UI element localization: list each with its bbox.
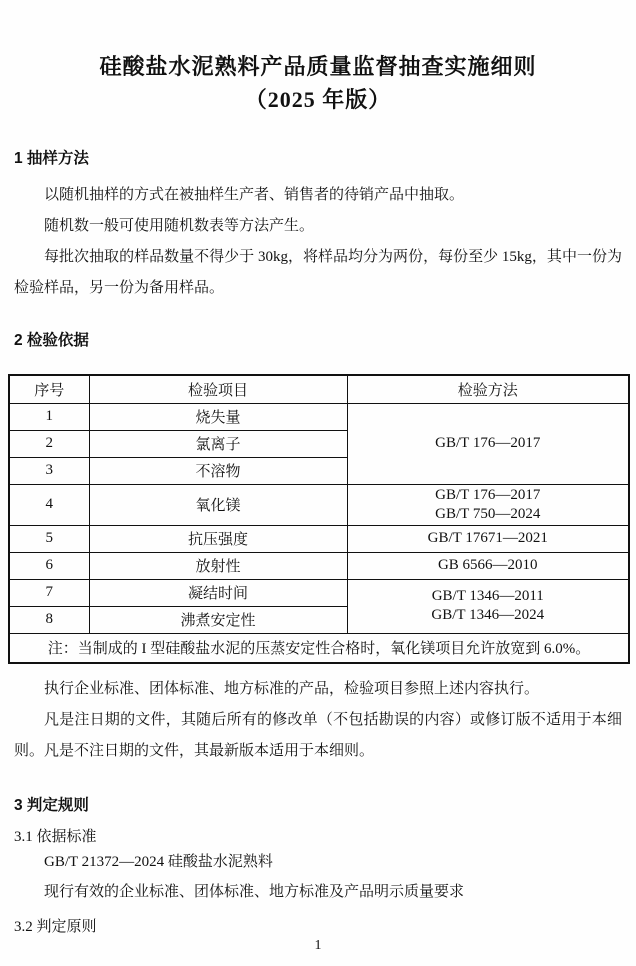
standard-reference-line: GB/T 21372—2024 硅酸盐水泥熟料 [44, 854, 273, 870]
document-title [0, 0, 636, 116]
cell-method-rows-1-3: GB/T 176—2017 [347, 403, 629, 484]
table-row [9, 552, 629, 579]
cell-item: 烧失量 [89, 403, 347, 430]
table-row [9, 403, 629, 430]
subsection-heading-basis-standard: 3.1 依据标准 [14, 829, 97, 845]
document-title-line2: （2025 年版） [244, 87, 392, 112]
cell-no: 3 [9, 457, 89, 484]
table-header-row [9, 375, 629, 403]
method-line: GB/T 1346—2024 [431, 607, 545, 623]
cell-no: 8 [9, 606, 89, 633]
subsection-heading-judgment-principle: 3.2 判定原则 [14, 919, 97, 935]
table-row [9, 525, 629, 552]
document-title-line1: 硅酸盐水泥熟料产品质量监督抽查实施细则 [99, 54, 537, 79]
inspection-basis-table [8, 374, 630, 664]
cell-method-rows-7-8 [347, 579, 629, 633]
table-header-no: 序号 [9, 375, 89, 403]
cell-item: 凝结时间 [89, 579, 347, 606]
method-line: GB/T 176—2017 [435, 486, 541, 503]
cell-item: 沸煮安定性 [89, 606, 347, 633]
paragraph-inspection-2: 凡是注日期的文件，其随后所有的修改单（不包括勘误的内容）或修订版不适用于本细则。凡是不注日期的文件，其最新版本适用于本细则。 [14, 712, 622, 759]
cell-method-row-5: GB/T 17671—2021 [347, 525, 629, 552]
table-header-method: 检验方法 [347, 375, 629, 403]
table-header-item: 检验项目 [89, 375, 347, 403]
section-heading-judgment-rules: 3 判定规则 [14, 797, 89, 814]
table-note: 注：当制成的 I 型硅酸盐水泥的压蒸安定性合格时，氧化镁项目允许放宽到 6.0%。 [9, 633, 629, 663]
cell-item: 不溶物 [89, 457, 347, 484]
standard-reference-line: 现行有效的企业标准、团体标准、地方标准及产品明示质量要求 [44, 884, 465, 900]
cell-method-row-6: GB 6566—2010 [347, 552, 629, 579]
cell-no: 4 [9, 484, 89, 525]
paragraph-sampling-2: 随机数一般可使用随机数表等方法产生。 [44, 218, 315, 234]
cell-no: 1 [9, 403, 89, 430]
paragraph-sampling-3: 每批次抽取的样品数量不得少于 30kg，将样品均分为两份，每份至少 15kg，其中一份为检验样品，另一份为备用样品。 [14, 249, 622, 296]
method-line: GB/T 1346—2011 [431, 588, 544, 604]
table-note-row [9, 633, 629, 663]
table-row [9, 484, 629, 525]
cell-item: 抗压强度 [89, 525, 347, 552]
method-line: GB/T 750—2024 [435, 505, 541, 522]
cell-no: 6 [9, 552, 89, 579]
cell-item: 放射性 [89, 552, 347, 579]
table-row [9, 579, 629, 606]
cell-item: 氧化镁 [89, 484, 347, 525]
section-heading-inspection-basis: 2 检验依据 [14, 332, 89, 349]
cell-item: 氯离子 [89, 430, 347, 457]
paragraph-sampling-1: 以随机抽样的方式在被抽样生产者、销售者的待销产品中抽取。 [44, 187, 465, 203]
section-heading-sampling-method: 1 抽样方法 [14, 150, 89, 167]
page-number: 1 [314, 938, 322, 953]
cell-no: 5 [9, 525, 89, 552]
paragraph-inspection-1: 执行企业标准、团体标准、地方标准的产品，检验项目参照上述内容执行。 [44, 681, 540, 697]
cell-no: 7 [9, 579, 89, 606]
cell-no: 2 [9, 430, 89, 457]
cell-method-row-4 [347, 484, 629, 525]
